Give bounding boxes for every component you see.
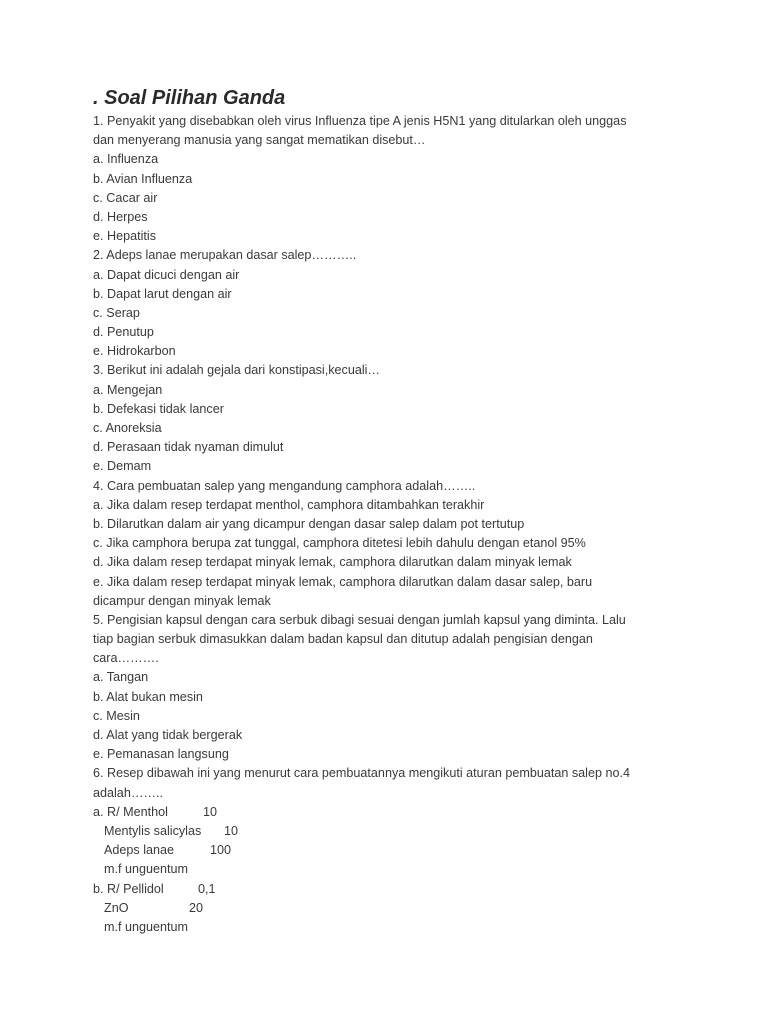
question-1-text-cont: dan menyerang manusia yang sangat mematikan disebut…: [93, 133, 426, 148]
recipe-a-ingredient-3: Adeps lanae: [104, 843, 175, 858]
recipe-a-ingredient-2-qty: 10: [224, 823, 239, 838]
q5-option-a: a. Tangan: [93, 670, 149, 685]
q6-option-a-line3: [93, 841, 693, 860]
q1-option-a: a. Influenza: [93, 152, 159, 167]
q3-option-d: d. Perasaan tidak nyaman dimulut: [93, 440, 284, 455]
q4-option-e-cont: dicampur dengan minyak lemak: [93, 593, 271, 608]
recipe-b-label: b. R/ Pellidol: [93, 881, 164, 896]
q1-option-e: e. Hepatitis: [93, 229, 156, 244]
q5-option-d: d. Alat yang tidak bergerak: [93, 728, 243, 742]
q2-option-e: e. Hidrokarbon: [93, 344, 176, 359]
q1-option-d: d. Herpes: [93, 209, 148, 224]
q3-option-e: e. Demam: [93, 459, 152, 474]
q3-option-b: b. Defekasi tidak lancer: [93, 401, 224, 416]
recipe-b-ingredient-2-qty: 20: [189, 900, 204, 915]
q1-option-b: b. Avian Influenza: [93, 171, 193, 186]
q3-option-a: a. Mengejan: [93, 382, 163, 397]
q6-option-b-line2: [93, 899, 693, 918]
question-5-text-cont2: cara……….: [93, 651, 159, 666]
q6-option-b-line3: m.f unguentum: [104, 919, 189, 934]
q4-option-d: d. Jika dalam resep terdapat minyak lemak, camphora dilarutkan dalam minyak lemak: [93, 555, 572, 570]
q6-option-a-line1: [93, 803, 693, 822]
recipe-b-qty: 0,1: [198, 881, 216, 896]
q5-option-e: e. Pemanasan langsung: [93, 747, 229, 762]
recipe-a-ingredient-3-qty: 100: [210, 843, 232, 858]
q4-option-b: b. Dilarutkan dalam air yang dicampur dengan dasar salep dalam pot tertutup: [93, 516, 525, 531]
q4-option-c: c. Jika camphora berupa zat tunggal, camphora ditetesi lebih dahulu dengan etanol 95%: [93, 536, 586, 551]
q4-option-e: e. Jika dalam resep terdapat minyak lemak, camphora dilarutkan dalam dasar salep, baru: [93, 574, 593, 589]
question-5-text-cont: tiap bagian serbuk dimasukkan dalam badan kapsul dan ditutup adalah pengisian dengan: [93, 632, 593, 647]
question-6-text: 6. Resep dibawah ini yang menurut cara pembuatannya mengikuti aturan pembuatan salep no.4: [93, 766, 630, 781]
q2-option-a: a. Dapat dicuci dengan air: [93, 267, 240, 282]
recipe-a-qty: 10: [203, 804, 218, 819]
question-4-text: 4. Cara pembuatan salep yang mengandung camphora adalah……..: [93, 478, 476, 493]
q6-option-b-line1: [93, 880, 693, 899]
question-6-text-cont: adalah……..: [93, 785, 164, 800]
question-list: [93, 112, 693, 937]
question-3-text: 3. Berikut ini adalah gejala dari konstipasi,kecuali…: [93, 363, 381, 378]
recipe-a-label: a. R/ Menthol: [93, 804, 168, 819]
q2-option-b: b. Dapat larut dengan air: [93, 286, 232, 301]
question-2-text: 2. Adeps lanae merupakan dasar salep………..: [93, 248, 357, 263]
q1-option-c: c. Cacar air: [93, 190, 158, 205]
q2-option-c: c. Serap: [93, 305, 140, 320]
question-1-text: 1. Penyakit yang disebabkan oleh virus Influenza tipe A jenis H5N1 yang ditularkan oleh unggas: [93, 114, 627, 128]
recipe-b-ingredient-2: ZnO: [104, 900, 129, 915]
recipe-a-ingredient-2: Mentylis salicylas: [104, 823, 202, 838]
page-title: . Soal Pilihan Ganda: [93, 87, 286, 109]
question-5-text: 5. Pengisian kapsul dengan cara serbuk dibagi sesuai dengan jumlah kapsul yang diminta. Lalu: [93, 612, 626, 627]
q5-option-b: b. Alat bukan mesin: [93, 689, 203, 704]
q6-option-a-line2: [93, 822, 693, 841]
q3-option-c: c. Anoreksia: [93, 421, 162, 435]
q5-option-c: c. Mesin: [93, 708, 140, 723]
q2-option-d: d. Penutup: [93, 325, 154, 340]
q6-option-a-line4: m.f unguentum: [104, 862, 189, 877]
q4-option-a: a. Jika dalam resep terdapat menthol, camphora ditambahkan terakhir: [93, 497, 485, 512]
